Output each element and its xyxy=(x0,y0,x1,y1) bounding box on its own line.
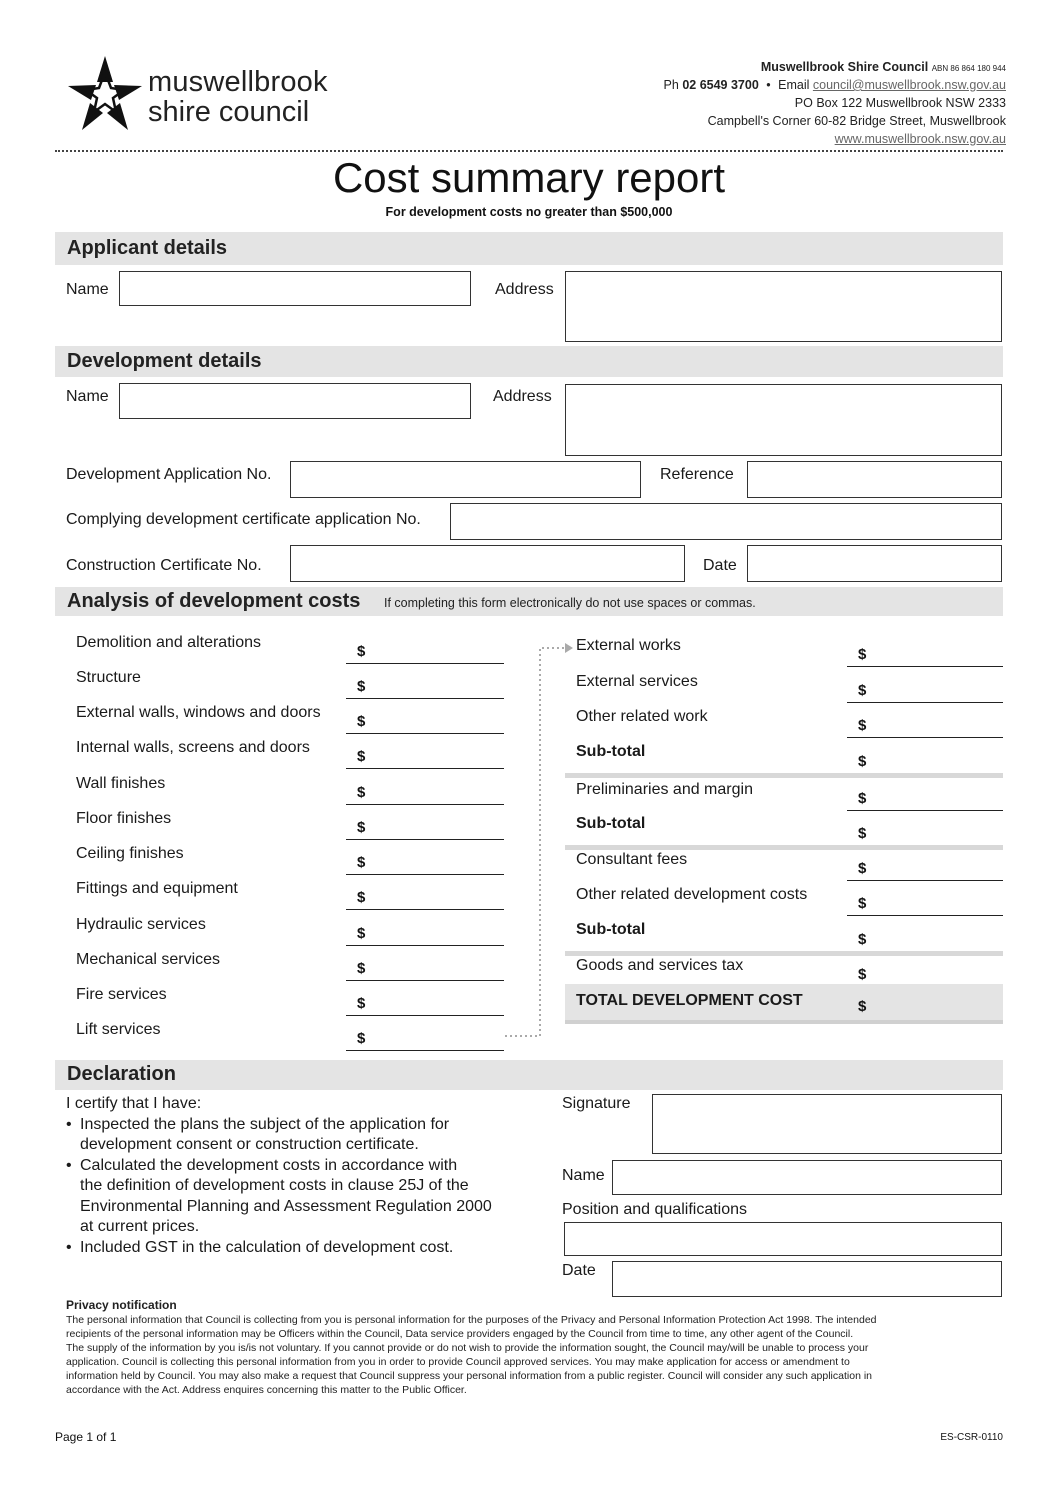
cost-item-label: Other related work xyxy=(576,708,708,725)
cost-item-field[interactable] xyxy=(847,704,1003,738)
cost-row xyxy=(76,665,504,699)
total-label: TOTAL DEVELOPMENT COST xyxy=(576,992,803,1009)
cost-item-label: Fire services xyxy=(76,986,167,1003)
cost-item-label: Other related development costs xyxy=(576,886,808,903)
dollar-sign: $ xyxy=(357,643,366,660)
declaration-section-heading: Declaration xyxy=(67,1063,176,1085)
privacy-notification xyxy=(66,1298,1011,1397)
bullet: • xyxy=(66,1156,72,1174)
cost-item-label: Ceiling finishes xyxy=(76,845,184,862)
cost-item-field[interactable] xyxy=(847,633,1003,667)
applicant-name-field[interactable] xyxy=(119,271,471,306)
email-link[interactable]: council@muswellbrook.nsw.gov.au xyxy=(812,78,1006,92)
dollar-sign: $ xyxy=(357,854,366,871)
applicant-section-heading: Applicant details xyxy=(67,237,228,259)
cost-item-label: Sub-total xyxy=(576,743,646,760)
cost-item-label: Preliminaries and margin xyxy=(576,781,753,798)
cost-item-label: External services xyxy=(576,673,698,690)
org-name: Muswellbrook Shire Council xyxy=(760,60,929,74)
declaration-item xyxy=(66,1238,536,1259)
cost-item-field[interactable] xyxy=(847,882,1003,916)
cost-row xyxy=(565,777,1003,811)
bullet: • xyxy=(66,1115,72,1133)
subtotal-row xyxy=(565,739,1003,778)
cost-item-field[interactable] xyxy=(346,806,504,840)
cost-row xyxy=(76,876,504,910)
cost-row xyxy=(76,1017,504,1051)
privacy-line: accordance with the Act. Address enquires concerning this matter to the Public Officer. xyxy=(66,1384,467,1396)
cost-item-label: External walls, windows and doors xyxy=(76,704,321,721)
reference-field[interactable] xyxy=(747,461,1002,498)
cost-item-field[interactable] xyxy=(346,735,504,769)
dollar-sign: $ xyxy=(858,931,867,948)
declaration-text xyxy=(66,1094,536,1258)
cost-item-label: Goods and services tax xyxy=(576,957,744,974)
page-title: Cost summary report xyxy=(332,154,726,201)
reference-label: Reference xyxy=(660,466,734,483)
subtotal-row xyxy=(565,917,1003,956)
email-label: Email xyxy=(778,78,810,92)
form-code: ES-CSR-0110 xyxy=(940,1432,1003,1443)
cost-item-field[interactable] xyxy=(346,665,504,699)
cc-number-field[interactable] xyxy=(290,545,685,582)
declaration-line: development consent or construction certificate. xyxy=(80,1136,419,1153)
cost-row xyxy=(76,947,504,981)
cost-item-label: Demolition and alterations xyxy=(76,634,261,651)
abn: ABN 86 864 180 944 xyxy=(931,64,1006,73)
privacy-line: information held by Council. You may also make a request that Council suppress your personal information from a public register. Council will consider any such application in xyxy=(66,1370,873,1382)
dollar-sign: $ xyxy=(858,825,867,842)
development-section-band xyxy=(55,346,1003,377)
cost-item-label: Mechanical services xyxy=(76,951,221,968)
declaration-line: Inspected the plans the subject of the application for xyxy=(80,1115,450,1133)
declaration-item xyxy=(66,1115,536,1156)
privacy-line: application. Council is collecting this personal information from you in order to provide Council approved services. You may make application for access or amendment to xyxy=(66,1356,850,1368)
cost-row xyxy=(565,669,1003,703)
cc-date-field[interactable] xyxy=(747,545,1002,582)
privacy-line: The supply of the information by you is/is not voluntary. If you cannot provide or do not wish to provide the information sought, the Council may/will be unable to process your xyxy=(66,1342,869,1354)
page-subtitle: For development costs no greater than $500,000 xyxy=(385,205,673,219)
development-name-label: Name xyxy=(66,388,109,405)
cost-row xyxy=(76,771,504,805)
cost-item-field[interactable] xyxy=(847,917,1003,951)
cost-item-field[interactable] xyxy=(847,847,1003,881)
cost-item-field[interactable] xyxy=(346,630,504,664)
cost-item-field[interactable] xyxy=(346,841,504,875)
development-address-label: Address xyxy=(493,388,552,405)
cost-row xyxy=(76,700,504,734)
logo-text-line1: muswellbrook xyxy=(148,66,328,98)
cost-row xyxy=(76,630,504,664)
dollar-sign: $ xyxy=(357,713,366,730)
cdc-number-field[interactable] xyxy=(450,503,1002,540)
cost-item-label: Floor finishes xyxy=(76,810,172,827)
star-logo-icon xyxy=(64,52,146,134)
privacy-heading: Privacy notification xyxy=(66,1298,177,1312)
page-number: Page 1 of 1 xyxy=(55,1430,117,1444)
logo-text-line2: shire council xyxy=(148,96,310,128)
contact-block xyxy=(664,58,1006,148)
left-cost-column xyxy=(76,630,504,1055)
cdc-number-label: Complying development certificate application No. xyxy=(66,511,421,528)
cost-item-field[interactable] xyxy=(346,876,504,910)
website-link[interactable]: www.muswellbrook.nsw.gov.au xyxy=(834,132,1006,146)
declaration-line: at current prices. xyxy=(80,1218,200,1235)
separator: • xyxy=(766,78,771,92)
dollar-sign: $ xyxy=(858,998,867,1015)
total-row xyxy=(565,984,1003,1024)
cost-row xyxy=(76,841,504,875)
cost-item-label: External works xyxy=(576,637,681,654)
privacy-line: recipients of the personal information may be Officers within the Council, Data service providers engaged by the Council from time to time, any other agent of the Council. xyxy=(66,1328,854,1340)
declaration-date-field[interactable] xyxy=(612,1261,1002,1297)
applicant-address-field[interactable] xyxy=(565,271,1002,342)
cost-row xyxy=(76,912,504,946)
dollar-sign: $ xyxy=(858,860,867,877)
da-number-field[interactable] xyxy=(290,461,641,498)
cost-item-field[interactable] xyxy=(346,700,504,734)
declaration-section-band xyxy=(55,1060,1003,1090)
dollar-sign: $ xyxy=(357,995,366,1012)
total-field[interactable] xyxy=(847,984,1003,1020)
dollar-sign: $ xyxy=(357,748,366,765)
cost-item-field[interactable] xyxy=(346,771,504,805)
dollar-sign: $ xyxy=(858,966,867,983)
privacy-line: The personal information that Council is collecting from you is personal information for the purposes of the Privacy and Personal Information Protection Act 1998. The intended xyxy=(66,1314,877,1326)
cost-item-label: Internal walls, screens and doors xyxy=(76,739,310,756)
dollar-sign: $ xyxy=(357,960,366,977)
dollar-sign: $ xyxy=(357,678,366,695)
declaration-line: Included GST in the calculation of development cost. xyxy=(80,1238,454,1256)
cost-item-label: Sub-total xyxy=(576,921,646,938)
subtotal-row xyxy=(565,811,1003,850)
cost-item-field[interactable] xyxy=(847,777,1003,811)
dollar-sign: $ xyxy=(858,682,867,699)
phone-label: Ph xyxy=(663,78,679,92)
signature-field[interactable] xyxy=(652,1094,1002,1154)
dollar-sign: $ xyxy=(858,895,867,912)
applicant-name-label: Name xyxy=(66,281,109,298)
phone-number: 02 6549 3700 xyxy=(682,78,759,92)
applicant-section-band xyxy=(55,232,1003,265)
declaration-line: the definition of development costs in clause 25J of the xyxy=(80,1177,469,1194)
bullet: • xyxy=(66,1238,72,1256)
cost-item-field[interactable] xyxy=(346,912,504,946)
cc-date-label: Date xyxy=(703,557,737,574)
dollar-sign: $ xyxy=(858,646,867,663)
analysis-section-band xyxy=(55,587,1003,616)
dollar-sign: $ xyxy=(858,717,867,734)
development-name-field[interactable] xyxy=(119,383,471,419)
right-cost-column xyxy=(565,633,1003,1023)
cost-item-field[interactable] xyxy=(346,1017,504,1051)
cost-row xyxy=(76,806,504,840)
cost-item-field[interactable] xyxy=(847,739,1003,773)
street-address: Campbell's Corner 60-82 Bridge Street, Muswellbrook xyxy=(707,114,1006,128)
cost-row xyxy=(76,982,504,1016)
signature-label: Signature xyxy=(562,1095,631,1112)
cost-item-label: Structure xyxy=(76,669,141,686)
position-label: Position and qualifications xyxy=(562,1201,748,1218)
cost-item-label: Hydraulic services xyxy=(76,916,206,933)
declaration-line: Environmental Planning and Assessment Regulation 2000 xyxy=(80,1197,492,1215)
cost-item-field[interactable] xyxy=(346,947,504,981)
dollar-sign: $ xyxy=(357,784,366,801)
header-divider xyxy=(55,150,1003,152)
cost-row xyxy=(76,735,504,769)
applicant-address-label: Address xyxy=(495,281,554,298)
council-logo xyxy=(64,52,354,136)
cost-row xyxy=(565,704,1003,738)
cost-item-field[interactable] xyxy=(847,953,1003,987)
declaration-intro: I certify that I have: xyxy=(66,1095,202,1112)
dollar-sign: $ xyxy=(357,925,366,942)
declaration-date-label: Date xyxy=(562,1262,596,1279)
declarant-name-label: Name xyxy=(562,1167,605,1184)
analysis-note: If completing this form electronically do not use spaces or commas. xyxy=(384,596,756,610)
dollar-sign: $ xyxy=(858,790,867,807)
cost-item-label: Wall finishes xyxy=(76,775,166,792)
cost-item-label: Fittings and equipment xyxy=(76,880,238,897)
dollar-sign: $ xyxy=(357,889,366,906)
da-number-label: Development Application No. xyxy=(66,466,272,483)
cost-item-field[interactable] xyxy=(847,811,1003,845)
declaration-line: Calculated the development costs in accordance with xyxy=(80,1156,458,1174)
dollar-sign: $ xyxy=(357,819,366,836)
cost-row xyxy=(565,882,1003,916)
cc-number-label: Construction Certificate No. xyxy=(66,557,262,574)
cost-item-field[interactable] xyxy=(346,982,504,1016)
dollar-sign: $ xyxy=(357,1030,366,1047)
cost-row xyxy=(565,847,1003,881)
cost-item-field[interactable] xyxy=(847,669,1003,703)
position-field[interactable] xyxy=(564,1222,1002,1256)
cost-row xyxy=(565,953,1003,987)
cost-item-label: Consultant fees xyxy=(576,851,688,868)
development-section-heading: Development details xyxy=(67,350,262,372)
declaration-item xyxy=(66,1156,536,1238)
dollar-sign: $ xyxy=(858,753,867,770)
analysis-section-heading: Analysis of development costs xyxy=(67,590,361,612)
declarant-name-field[interactable] xyxy=(612,1160,1002,1195)
cost-item-label: Lift services xyxy=(76,1021,161,1038)
development-address-field[interactable] xyxy=(565,384,1002,456)
po-box: PO Box 122 Muswellbrook NSW 2333 xyxy=(794,96,1006,110)
cost-item-label: Sub-total xyxy=(576,815,646,832)
cost-row xyxy=(565,633,1003,667)
